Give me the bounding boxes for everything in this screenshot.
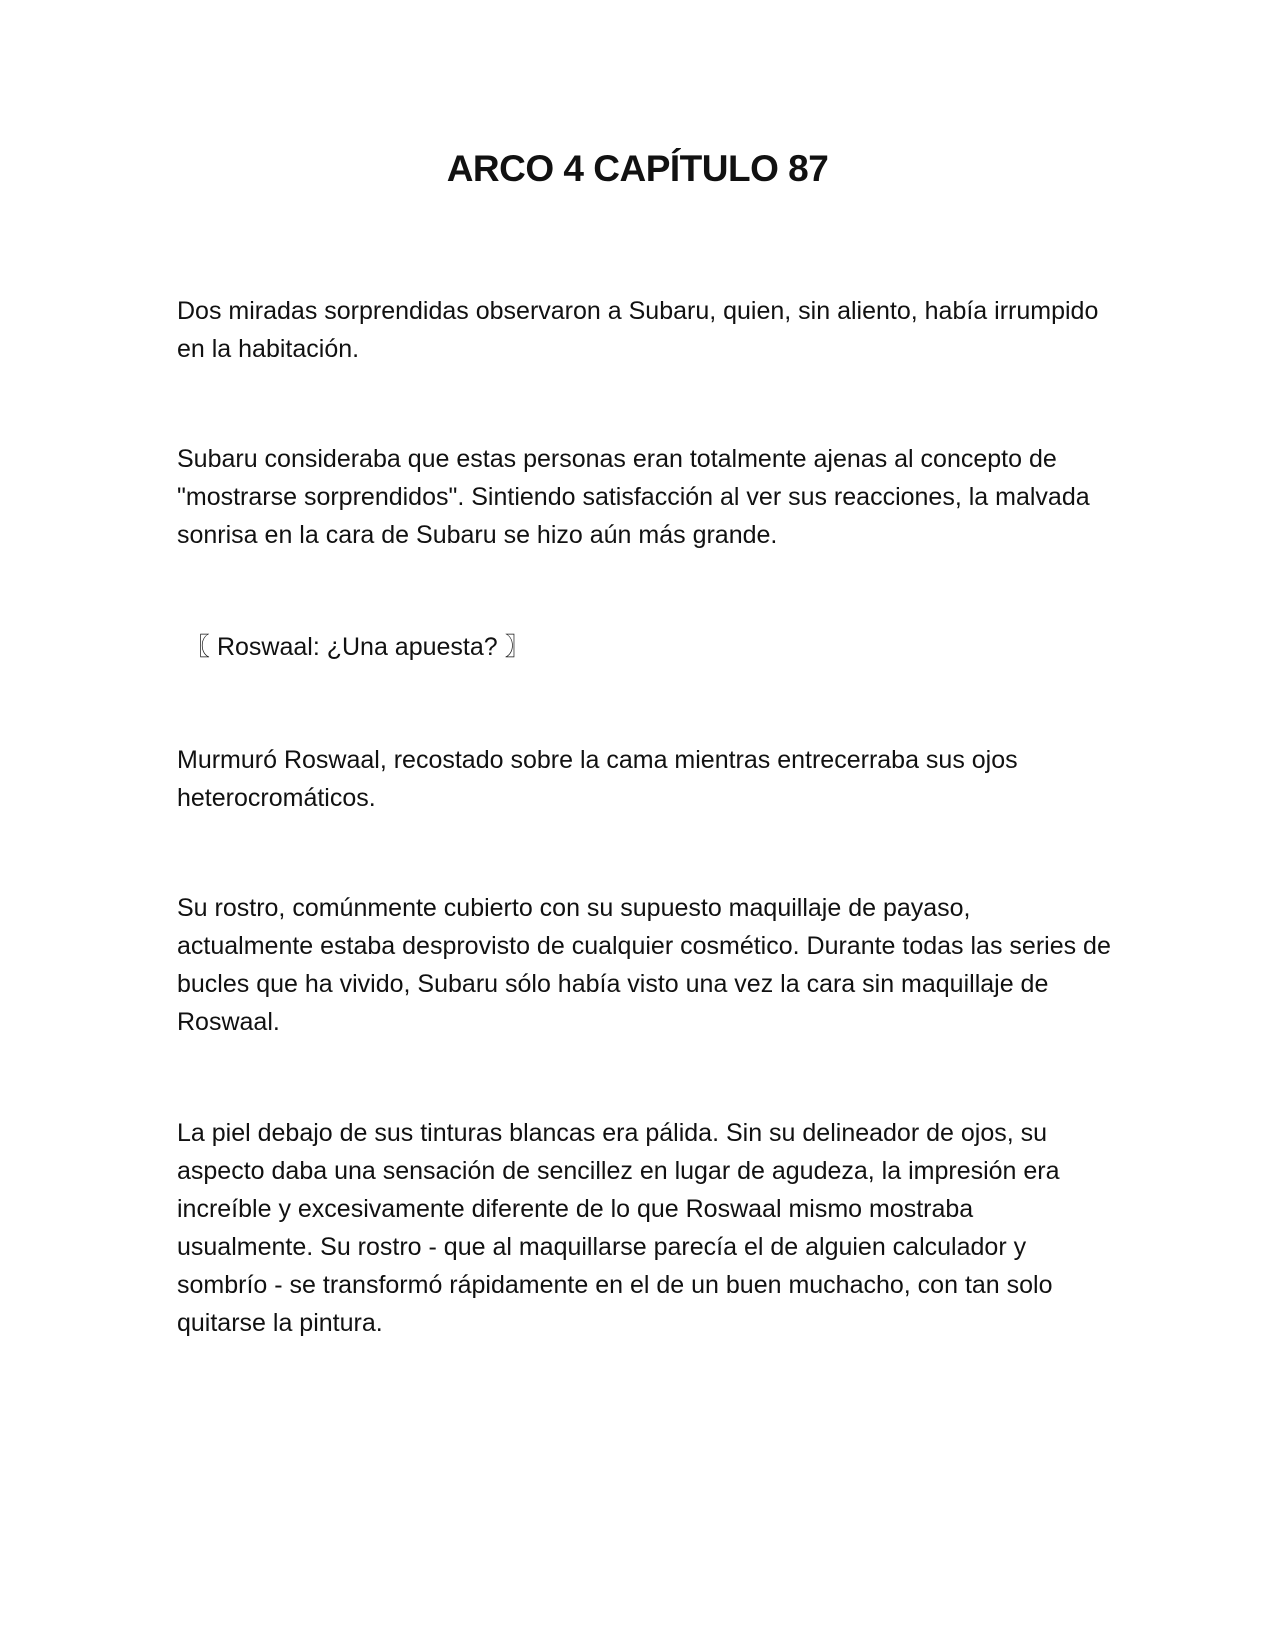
dialogue-line: 〖 Roswaal: ¿Una apuesta? 〗 xyxy=(185,633,530,661)
paragraph-2: Subaru consideraba que estas personas eran totalmente ajenas al concepto de "mostrarse sorprendidos". Sintiendo satisfacción al ver sus reacciones, la malvada sonrisa en la cara de Subaru se hizo aún más grande. xyxy=(177,445,1090,549)
paragraph-5: Su rostro, comúnmente cubierto con su supuesto maquillaje de payaso, actualmente estaba desprovisto de cualquier cosmético. Durante todas las series de bucles que ha vivido, Subaru sólo había visto una vez la cara sin maquillaje de Roswaal. xyxy=(177,894,1111,1036)
paragraph-4: Murmuró Roswaal, recostado sobre la cama mientras entrecerraba sus ojos heterocromáticos. xyxy=(177,746,1018,812)
paragraph-1: Dos miradas sorprendidas observaron a Subaru, quien, sin aliento, había irrumpido en la habitación. xyxy=(177,297,1099,363)
paragraph-6: La piel debajo de sus tinturas blancas era pálida. Sin su delineador de ojos, su aspecto daba una sensación de sencillez en lugar de agudeza, la impresión era increíble y excesivamente diferente de lo que Roswaal mismo mostraba usualmente. Su rostro - que al maquillarse parecía el de alguien calculador y sombrío - se transformó rápidamente en el de un buen muchacho, con tan solo quitarse la pintura. xyxy=(177,1119,1060,1337)
chapter-title: ARCO 4 CAPÍTULO 87 xyxy=(446,148,829,189)
